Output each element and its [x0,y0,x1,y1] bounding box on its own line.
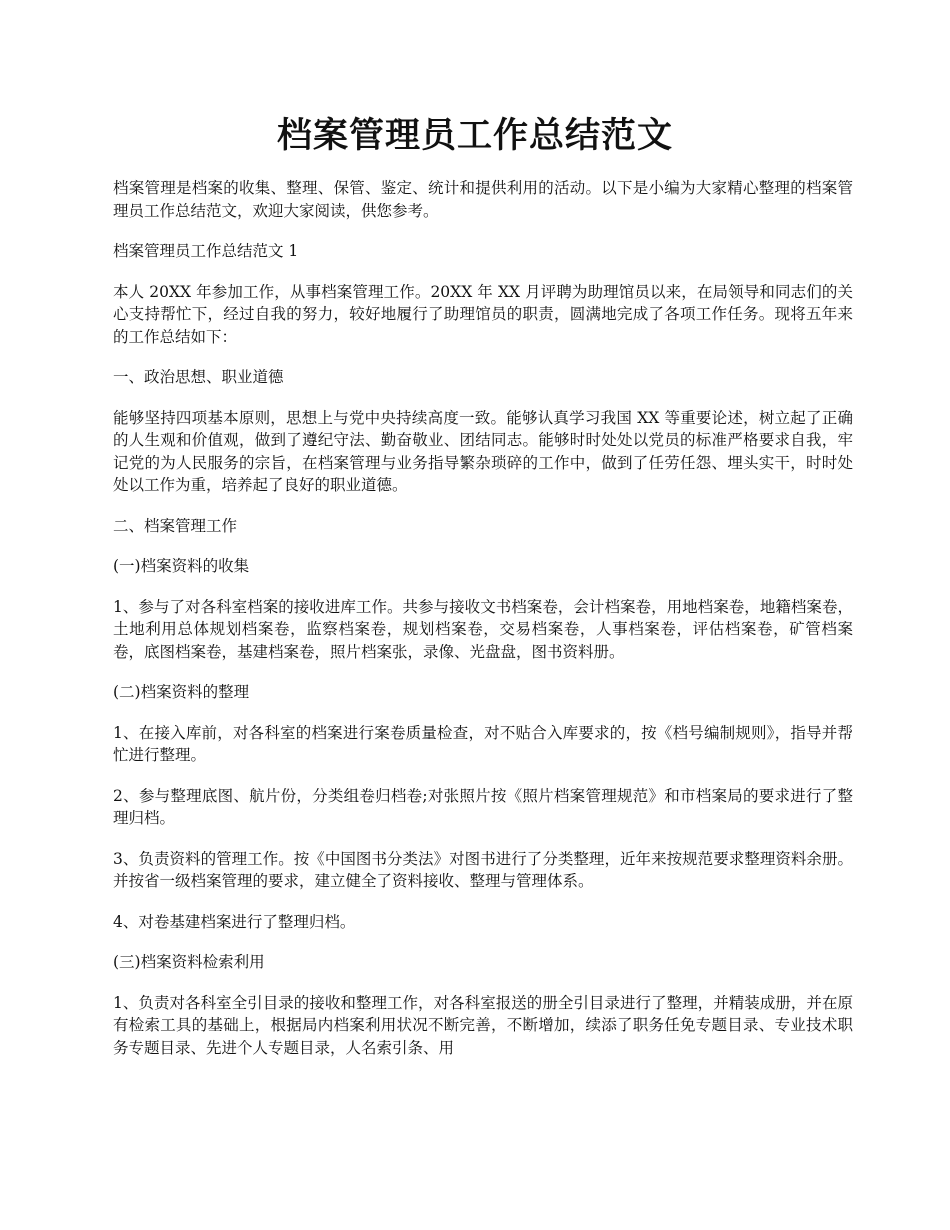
retrieval-item-1: 1、负责对各科室全引目录的接收和整理工作，对各科室报送的册全引目录进行了整理，并精装成册，并在原有检索工具的基础上，根据局内档案利用状况不断完善，不断增加，续添了职务任免专题目录、专业技术职务专题目录、先进个人专题目录，人名索引条、用 [113,993,853,1057]
heading-archive-work: 二、档案管理工作 [113,516,238,535]
heading-political-ethics: 一、政治思想、职业道德 [113,368,284,386]
document-body [113,177,853,1077]
political-ethics-paragraph: 能够坚持四项基本原则，思想上与党中央持续高度一致。能够认真学习我国 XX 等重要论述，树立起了正确的人生观和价值观，做到了遵纪守法、勤奋敬业、团结同志。能够时时处处以党员的标准严格要求自我，牢记党的为人民服务的宗旨，在档案管理与业务指导繁杂琐碎的工作中，做到了任劳任怨、埋头实干，时时处处以工作为重，培养起了良好的职业道德。 [113,408,853,494]
subheading-arrangement: (二)档案资料的整理 [113,683,250,701]
arrangement-item-4: 4、对卷基建档案进行了整理归档。 [113,912,356,931]
arrangement-item-1: 1、在接入库前，对各科室的档案进行案卷质量检查，对不贴合入库要求的，按《档号编制规则》，指导并帮忙进行整理。 [113,723,853,764]
collection-item-1: 1、参与了对各科室档案的接收进库工作。共参与接收文书档案卷，会计档案卷，用地档案卷，地籍档案卷，土地利用总体规划档案卷，监察档案卷，规划档案卷，交易档案卷，人事档案卷，评估档案卷，矿管档案卷，底图档案卷，基建档案卷，照片档案张，录像、光盘盘，图书资料册。 [113,597,853,661]
document-title: 档案管理员工作总结范文 [276,115,673,156]
summary-intro-paragraph: 本人 20XX 年参加工作，从事档案管理工作。20XX 年 XX 月评聘为助理馆员以来，在局领导和同志们的关心支持帮忙下，经过自我的努力，较好地履行了助理馆员的职责，圆满地完成了各项工作任务。现将五年来的工作总结如下： [113,282,853,346]
subheading-collection: (一)档案资料的收集 [113,557,250,575]
subheading-retrieval: (三)档案资料检索利用 [113,953,265,971]
arrangement-item-2: 2、参与整理底图、航片份，分类组卷归档卷;对张照片按《照片档案管理规范》和市档案局的要求进行了整理归档。 [113,786,853,827]
intro-paragraph: 档案管理是档案的收集、整理、保管、鉴定、统计和提供利用的活动。以下是小编为大家精心整理的档案管理员工作总结范文，欢迎大家阅读，供您参考。 [113,179,853,220]
section-title: 档案管理员工作总结范文 1 [113,242,299,260]
arrangement-item-3: 3、负责资料的管理工作。按《中国图书分类法》对图书进行了分类整理，近年来按规范要求整理资料余册。并按省一级档案管理的要求，建立健全了资料接收、整理与管理体系。 [113,849,853,890]
